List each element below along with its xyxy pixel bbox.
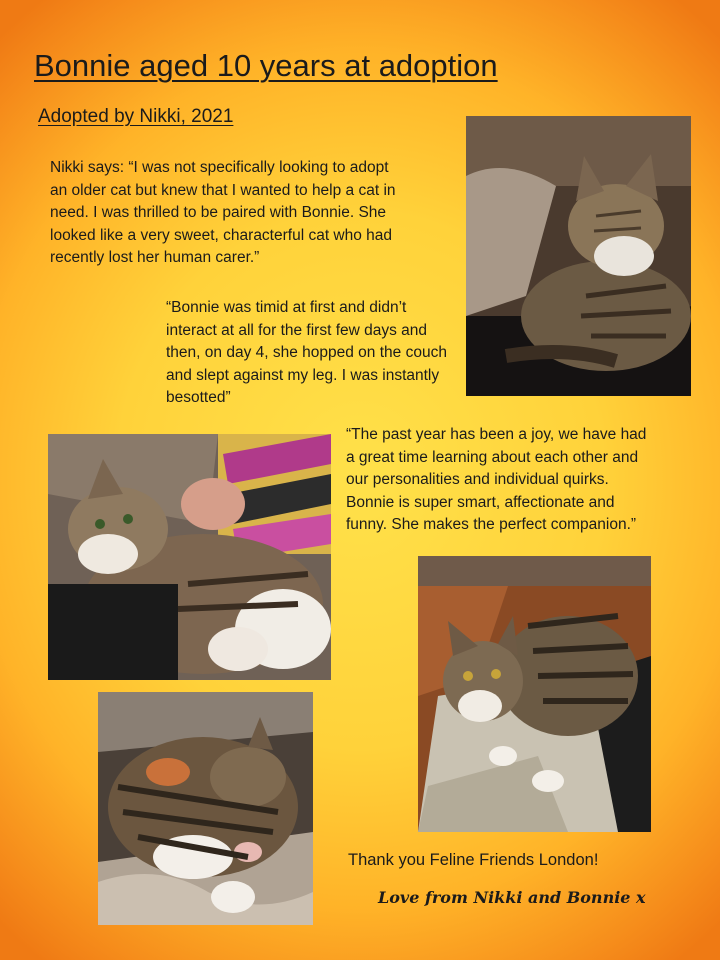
photo-cat-sleeping [98,692,313,925]
thanks-text: Thank you Feline Friends London! [348,851,599,869]
photo-cat-on-lap [48,434,331,680]
photo-cat-resting [466,116,691,396]
signoff-text: Love from Nikki and Bonnie x [378,888,646,907]
page-subtitle: Adopted by Nikki, 2021 [38,106,234,127]
page-title: Bonnie aged 10 years at adoption [34,48,498,83]
quote-past-year: “The past year has been a joy, we have had a great time learning about each other and our personalities and individual quirks. Bonnie is super smart, affectionate and funny. She makes the perfect companion.” [346,426,647,533]
quote-first-days: “Bonnie was timid at first and didn’t interact at all for the first few days and then, on day 4, she hopped on the couch and slept against my leg. I was instantly besotted” [166,299,447,406]
photo-cat-in-bag [418,556,651,832]
quote-intro: Nikki says: “I was not specifically looking to adopt an older cat but knew that I wanted to help a cat in need. I was thrilled to be paired with Bonnie. She looked like a very sweet, characterful cat who had recently lost her human carer.” [50,159,396,266]
